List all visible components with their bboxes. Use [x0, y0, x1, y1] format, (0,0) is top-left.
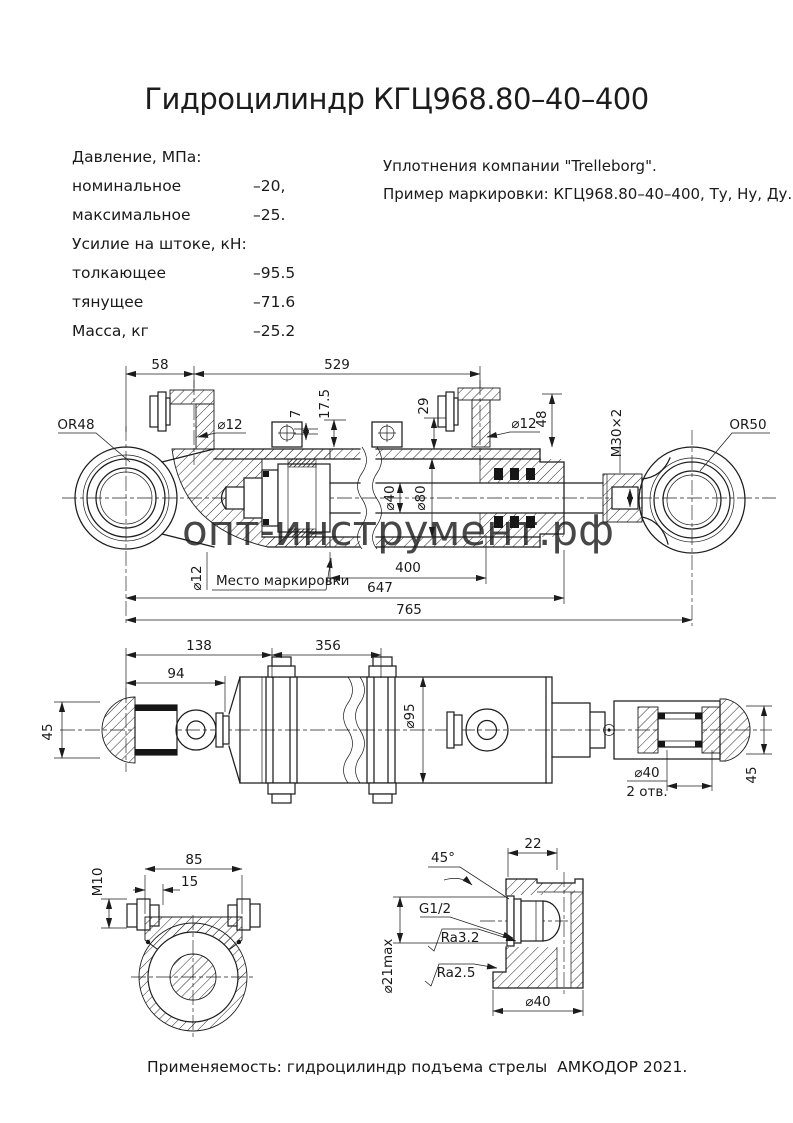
note-line: Пример маркировки: КГЦ968.80–40–400, Ту, Ну, Ду.: [383, 185, 793, 203]
watermark: опт-инструмент.рф: [182, 506, 614, 555]
main-section-view: [57, 357, 776, 626]
spec-label: номинальное: [72, 177, 182, 195]
dim-45-right: 45: [744, 766, 760, 784]
mid-port-boss: [372, 422, 402, 447]
label-2-holes: 2 отв.: [626, 784, 668, 800]
label-or48: OR48: [57, 417, 95, 433]
dim-dia40: ⌀40: [382, 485, 398, 511]
dim-m10: M10: [90, 867, 106, 897]
dim-48: 48: [534, 410, 550, 428]
port-plug: [507, 896, 560, 946]
dim-dia40-port: ⌀40: [525, 994, 551, 1010]
spec-label: Масса, кг: [72, 322, 149, 340]
dim-765: 765: [396, 602, 422, 618]
dim-94: 94: [167, 666, 185, 682]
dim-400: 400: [395, 560, 421, 576]
label-marking: Место маркировки: [216, 573, 350, 589]
left-pin-end: [102, 677, 240, 783]
dim-dia40-holes: ⌀40: [634, 765, 660, 781]
mid-port-boss: [272, 422, 302, 447]
bottom-view: [40, 638, 772, 803]
dim-29: 29: [416, 397, 432, 415]
spec-value: –71.6: [253, 293, 296, 311]
spec-label: толкающее: [72, 264, 166, 282]
dim-dia21max: ⌀21max: [380, 938, 396, 994]
dim-15: 15: [181, 874, 199, 890]
label-or50: OR50: [729, 417, 767, 433]
spec-value: –20,: [253, 177, 286, 195]
dim-22: 22: [524, 836, 542, 852]
rear-port-bolt: [150, 390, 214, 449]
dim-dia12-b: ⌀12: [511, 416, 537, 432]
dim-647: 647: [367, 580, 393, 596]
dim-dia12-c: ⌀12: [189, 565, 205, 591]
dim-7: 7: [288, 409, 304, 419]
spec-label: Давление, МПа:: [72, 148, 202, 166]
spec-value: –25.2: [253, 322, 296, 340]
dim-dia80: ⌀80: [413, 485, 429, 511]
port-dimensions: [380, 836, 583, 1016]
bracket-detail: [90, 852, 260, 1039]
port-detail: [380, 836, 583, 1016]
drawing-title: Гидроцилиндр КГЦ968.80–40–400: [144, 82, 649, 116]
spec-value: –95.5: [253, 264, 296, 282]
label-g12: G1/2: [418, 901, 452, 917]
front-port-bolt: [438, 388, 500, 447]
spec-value: –25.: [253, 206, 286, 224]
dim-17-5: 17.5: [317, 388, 333, 420]
dim-58: 58: [151, 357, 169, 373]
note-line: Уплотнения компании "Trelleborg".: [383, 157, 657, 175]
dim-85: 85: [185, 852, 203, 868]
label-ra32: Ra3.2: [440, 930, 480, 946]
label-ra25: Ra2.5: [436, 965, 476, 981]
dim-138: 138: [186, 638, 212, 654]
spec-label: тянущее: [72, 293, 144, 311]
dim-dia95: ⌀95: [402, 703, 418, 729]
dim-356: 356: [315, 638, 341, 654]
dim-45deg: 45°: [431, 850, 455, 866]
dim-dia12-a: ⌀12: [217, 417, 243, 433]
spec-label: Усилие на штоке, кН:: [72, 235, 247, 253]
applicability-note: Применяемость: гидроцилиндр подъема стрелы АМКОДОР 2021.: [147, 1058, 688, 1076]
dim-529: 529: [324, 357, 350, 373]
spec-label: максимальное: [72, 206, 191, 224]
dim-45-left: 45: [40, 723, 56, 741]
dim-m30: M30×2: [609, 408, 625, 458]
